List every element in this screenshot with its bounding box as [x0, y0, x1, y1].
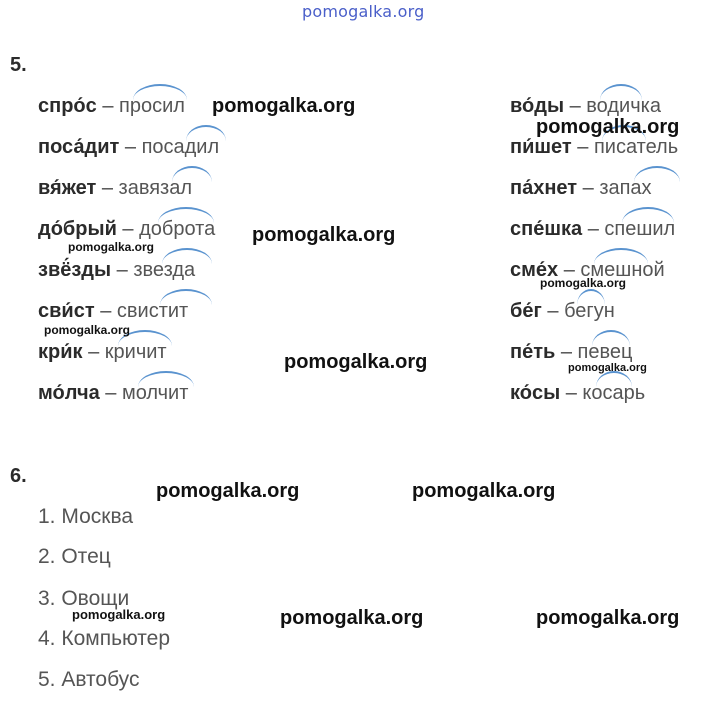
related-word: свистит [116, 300, 189, 322]
word-pair: мо́лча – молчит [38, 382, 189, 404]
watermark: pomogalka.org [252, 224, 396, 246]
root-arc [577, 289, 605, 305]
list-item: 4. Компьютер [38, 627, 171, 650]
word-pair: звё́зды – звезда [38, 259, 196, 281]
watermark: pomogalka.org [44, 323, 131, 337]
stressed-word: во́ды [510, 95, 565, 117]
root-arc [133, 84, 187, 100]
word-pair: сви́ст – свистит [38, 300, 189, 322]
related-word: спешил [604, 218, 676, 240]
watermark: pomogalka.org [536, 116, 680, 138]
watermark-top: pomogalka.org [302, 2, 425, 21]
watermark: pomogalka.org [72, 607, 166, 622]
watermark: pomogalka.org [540, 276, 627, 290]
watermark: pomogalka.org [68, 240, 155, 254]
stressed-word: кри́к [38, 341, 83, 363]
watermark: pomogalka.org [412, 480, 556, 502]
list-item: 3. Овощи [38, 587, 130, 610]
word-pair: во́ды – водичка [510, 95, 661, 117]
watermark: pomogalka.org [536, 607, 680, 629]
stressed-word: поса́дит [38, 136, 120, 158]
related-word: завязал [118, 177, 193, 199]
related-word: посадил [141, 136, 220, 158]
stressed-word: пе́ть [510, 341, 556, 363]
root-arc [158, 207, 214, 223]
watermark: pomogalka.org [284, 351, 428, 373]
root-arc [138, 371, 194, 387]
related-word: певец [577, 341, 633, 363]
stressed-word: звё́зды [38, 259, 112, 281]
watermark: pomogalka.org [280, 607, 424, 629]
related-word: косарь [582, 382, 646, 404]
root-arc [162, 248, 212, 264]
stressed-word: пи́шет [510, 136, 572, 158]
related-word: кричит [104, 341, 167, 363]
word-pair: поса́дит – посадил [38, 136, 220, 158]
word-pair: кри́к – кричит [38, 341, 167, 363]
root-arc [600, 84, 642, 100]
word-pair: пе́ть – певец [510, 341, 633, 363]
root-arc [160, 289, 212, 305]
related-word: просил [119, 95, 185, 117]
root-arc [594, 248, 648, 264]
stressed-word: сви́ст [38, 300, 95, 322]
task-5-number: 5. [10, 54, 27, 76]
related-word: молчит [121, 382, 189, 404]
related-word: бегун [564, 300, 615, 322]
root-arc [186, 125, 226, 141]
related-word: смешной [580, 259, 665, 281]
list-item: 2. Отец [38, 545, 111, 568]
word-pair: до́брый – доброта [38, 218, 216, 240]
related-word: водичка [586, 95, 661, 117]
stressed-word: до́брый [38, 218, 117, 240]
word-pair: бе́г – бегун [510, 300, 615, 322]
word-pair: сме́х – смешной [510, 259, 665, 281]
word-pair: вя́жет – завязал [38, 177, 193, 199]
stressed-word: мо́лча [38, 382, 100, 404]
watermark: pomogalka.org [212, 95, 356, 117]
stressed-word: сме́х [510, 259, 559, 281]
list-item: 1. Москва [38, 505, 134, 528]
stressed-word: спро́с [38, 95, 97, 117]
stressed-word: бе́г [510, 300, 542, 322]
stressed-word: вя́жет [38, 177, 97, 199]
related-word: доброта [139, 218, 216, 240]
watermark: pomogalka.org [568, 362, 647, 374]
root-arc [622, 207, 674, 223]
related-word: запах [599, 177, 652, 199]
word-pair: спе́шка – спешил [510, 218, 676, 240]
stressed-word: спе́шка [510, 218, 583, 240]
list-item: 5. Автобус [38, 668, 140, 691]
task-6-number: 6. [10, 465, 27, 487]
root-arc [172, 166, 212, 182]
root-arc [592, 330, 630, 346]
related-word: звезда [133, 259, 196, 281]
root-arc [634, 166, 680, 182]
watermark: pomogalka.org [156, 480, 300, 502]
stressed-word: ко́сы [510, 382, 561, 404]
word-pair: ко́сы – косарь [510, 382, 646, 404]
word-pair: спро́с – просил [38, 95, 185, 117]
related-word: писатель [593, 136, 679, 158]
stressed-word: па́хнет [510, 177, 578, 199]
word-pair: па́хнет – запах [510, 177, 652, 199]
word-pair: пи́шет – писатель [510, 136, 679, 158]
